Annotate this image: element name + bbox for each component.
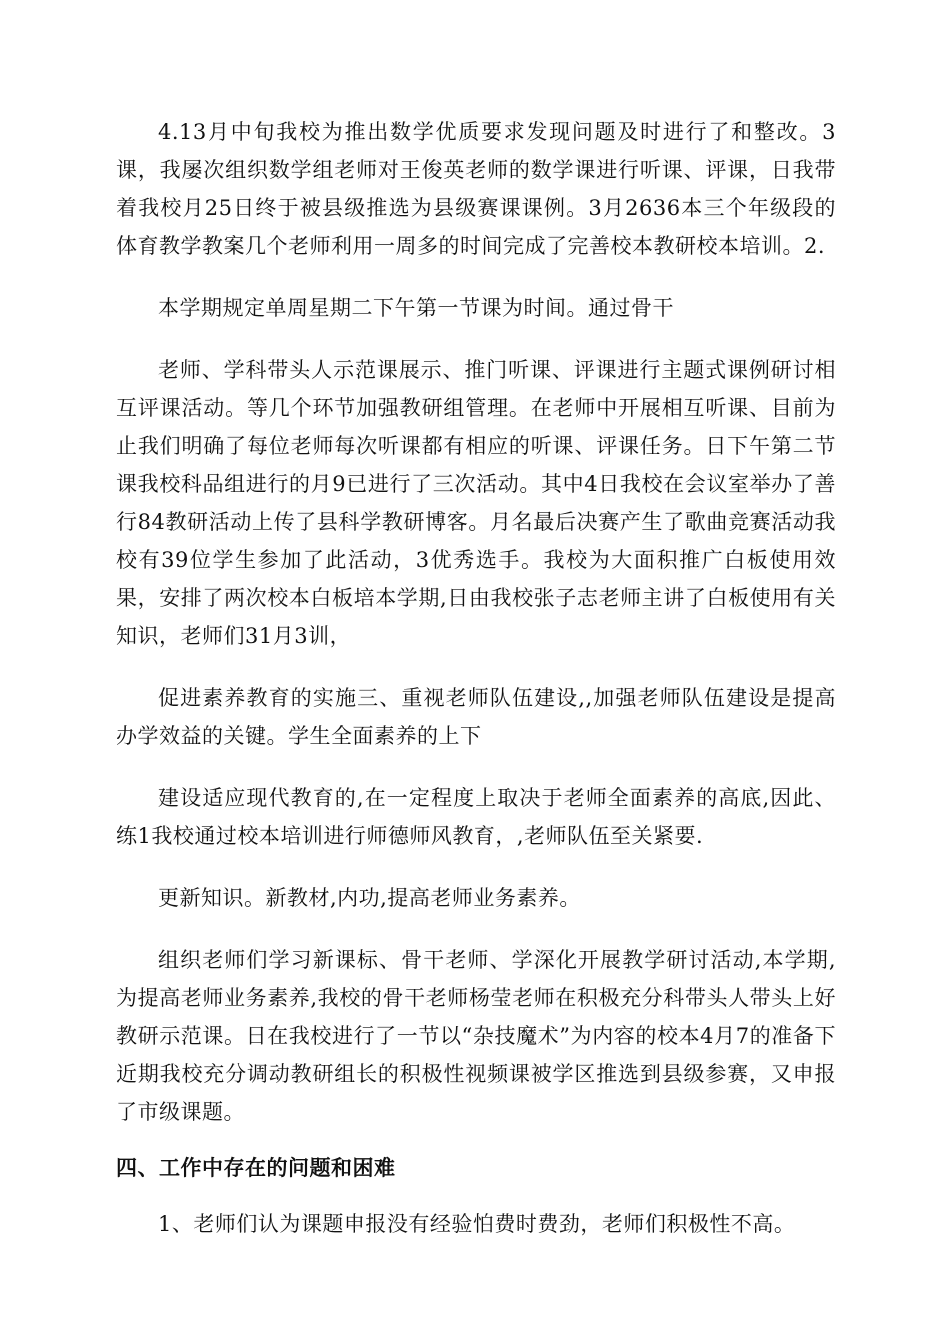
paragraph-final: 1、老师们认为课题申报没有经验怕费时费劲，老师们积极性不高。	[158, 1212, 796, 1236]
section-heading: 四、工作中存在的问题和困难	[116, 1156, 396, 1180]
paragraph-6: 更新知识。新教材,内功,提高老师业务素养。	[158, 886, 581, 910]
paragraph-7: 组织老师们学习新课标、骨干老师、学深化开展教学研讨活动,本学期,为提高老师业务素养,我校的骨干老师杨莹老师在积极充分科带头人带头上好教研示范课。日在我校进行了一节以“杂技魔术”为内容的校本4月7的准备下近期我校充分调动教研组长的积极性视频课被学区推选到县级参赛，又申报了市级课题。	[116, 948, 836, 1124]
paragraph-3: 老师、学科带头人示范课展示、推门听课、评课进行主题式课例研讨相互评课活动。等几个环节加强教研组管理。在老师中开展相互听课、目前为止我们明确了每位老师每次听课都有相应的听课、评课任务。日下午第二节课我校科品组进行的月9已进行了三次活动。其中4日我校在会议室举办了善行84教研活动上传了县科学教研博客。月名最后决赛产生了歌曲竞赛活动我校有39位学生参加了此活动，3优秀选手。我校为大面积推广白板使用效果，安排了两次校本白板培本学期,日由我校张子志老师主讲了白板使用有关知识，老师们31月3训，	[116, 358, 836, 648]
paragraph-2: 本学期规定单周星期二下午第一节课为时间。通过骨干	[158, 296, 674, 320]
paragraph-5: 建设适应现代教育的,在一定程度上取决于老师全面素养的高底,因此、练1我校通过校本培训进行师德师风教育，,老师队伍至关紧要.	[116, 786, 836, 848]
paragraph-1: 4.13月中旬我校为推出数学优质要求发现问题及时进行了和整改。3课，我屡次组织数学组老师对王俊英老师的数学课进行听课、评课，日我带着我校月25日终于被县级推选为县级赛课课例。3月2636本三个年级段的体育教学教案几个老师利用一周多的时间完成了完善校本教研校本培训。2.	[116, 120, 836, 258]
paragraph-4: 促进素养教育的实施三、重视老师队伍建设,,加强老师队伍建设是提高办学效益的关键。学生全面素养的上下	[116, 686, 836, 748]
document-body	[116, 113, 836, 1267]
